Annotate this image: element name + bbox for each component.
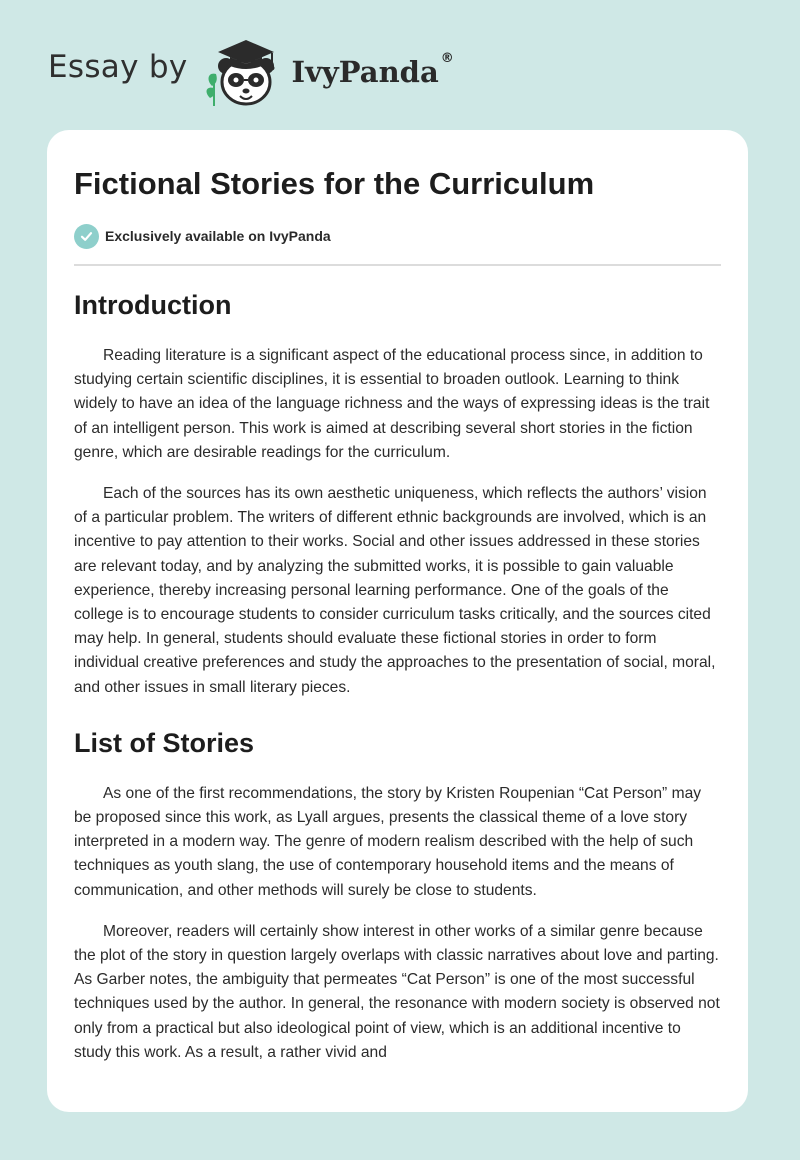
divider	[74, 264, 721, 266]
brand-name: IvyPanda ®	[291, 51, 454, 89]
page-title: Fictional Stories for the Curriculum	[74, 166, 595, 201]
section-heading-list-of-stories: List of Stories	[74, 727, 255, 758]
check-circle-icon	[74, 224, 99, 249]
paragraph: Moreover, readers will certainly show interest in other works of a similar genre because the plot of the story in question largely overlaps with classic narratives about love and parting. As Garber notes, the ambiguity that permeates “Cat Person” is one of the most successful techniques used by the author. In general, the resonance with modern society is observed not only from a practical but also ideological point of view, which is an additional incentive to study this work. As a result, a rather vivid and	[74, 922, 720, 1061]
brand-header	[48, 30, 454, 110]
paragraph: Each of the sources has its own aesthetic uniqueness, which reflects the authors’ vision of a particular problem. The writers of different ethnic backgrounds are involved, which is an incentive to pay attention to their works. Social and other issues addressed in these stories are relevant today, and by analyzing the submitted works, it is possible to gain valuable experience, thereby increasing personal learning performance. One of the goals of the college is to encourage students to consider curriculum tasks critically, and the sources cited may help. In general, students should evaluate these fictional stories in order to form individual creative preferences and study the approaches to the presentation of social, moral, and other issues in small literary pieces.	[74, 485, 716, 696]
paragraph: As one of the first recommendations, the story by Kristen Roupenian “Cat Person” may be proposed since this work, as Lyall argues, presents the classical theme of a love story interpreted in a modern way. The genre of modern realism described with the help of such techniques as youth slang, the use of contemporary household items and the means of communication, and other methods will surely be close to students.	[74, 784, 702, 899]
section-heading-introduction: Introduction	[74, 290, 232, 320]
badge-label: Exclusively available on IvyPanda	[105, 228, 331, 244]
panda-graduate-icon	[202, 30, 288, 110]
brand-prefix: Essay by	[48, 49, 188, 85]
registered-mark: ®	[440, 51, 454, 66]
exclusive-badge	[74, 222, 721, 250]
paragraph: Reading literature is a significant aspect of the educational process since, in addition to studying certain scientific disciplines, it is essential to broaden outlook. Learning to think widely to have an idea of the language richness and the ways of expressing ideas is the trait of an intelligent person. This work is aimed at describing several short stories in the fiction genre, which are desirable readings for the curriculum.	[74, 347, 710, 461]
essay-card	[47, 130, 748, 1112]
